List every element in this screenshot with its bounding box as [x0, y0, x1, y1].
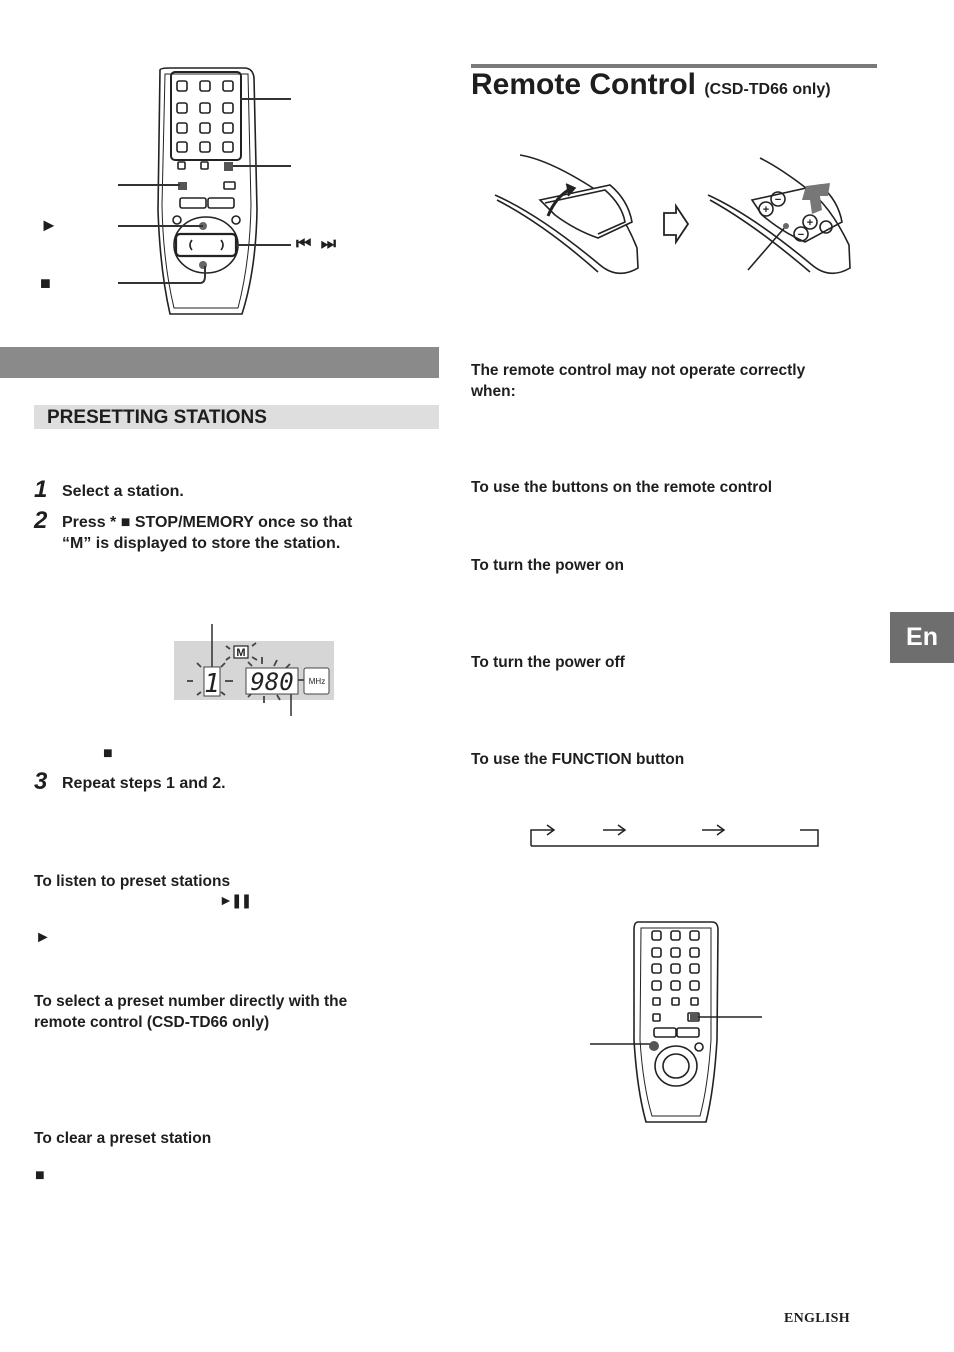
section-header-bar — [0, 347, 439, 378]
language-tab: En — [890, 612, 954, 663]
play-pause-symbol: ►❚❚ — [219, 892, 251, 908]
listen-preset-heading: To listen to preset stations — [34, 873, 231, 890]
svg-text:−: − — [797, 229, 805, 241]
play-symbol-top: ► — [40, 215, 58, 235]
page-title-main: Remote Control — [471, 68, 696, 101]
step-1-text: Select a station. — [62, 483, 184, 500]
step-2-line1: Press * ■ STOP/MEMORY once so that — [62, 514, 353, 531]
stop-symbol-clear: ■ — [35, 1167, 45, 1184]
lcd-display — [174, 624, 340, 716]
page-title-note: (CSD-TD66 only) — [704, 81, 831, 98]
section-title: PRESETTING STATIONS — [47, 407, 267, 428]
step-1-number: 1 — [34, 476, 48, 503]
step-3-text: Repeat steps 1 and 2. — [62, 775, 226, 792]
svg-text:+: + — [762, 204, 770, 216]
clear-preset-heading: To clear a preset station — [34, 1130, 212, 1147]
remote-diagram-bottom — [585, 915, 765, 1130]
use-buttons-heading: To use the buttons on the remote control — [471, 479, 773, 496]
play-symbol-listen: ► — [35, 929, 51, 946]
page-title — [471, 68, 831, 107]
stop-symbol-top: ■ — [40, 273, 51, 293]
lcd-preset-digit: 1 — [204, 669, 220, 699]
select-preset-heading-line1: To select a preset number directly with the — [34, 993, 348, 1010]
stop-symbol-step: ■ — [103, 745, 113, 762]
function-heading: To use the FUNCTION button — [471, 751, 685, 768]
warning-heading-line1: The remote control may not operate correctly — [471, 362, 806, 379]
battery-install-diagram — [490, 150, 855, 285]
footer-language: ENGLISH — [784, 1311, 850, 1326]
skip-symbols: ⏮ ⏭ — [296, 234, 337, 253]
power-off-heading: To turn the power off — [471, 654, 625, 671]
step-2-number: 2 — [34, 507, 48, 534]
select-preset-heading-line2: remote control (CSD-TD66 only) — [34, 1014, 270, 1031]
lcd-frequency: 980 — [250, 668, 294, 696]
remote-diagram-top — [30, 60, 430, 325]
step-2-line2: “M” is displayed to store the station. — [62, 535, 341, 552]
lcd-unit: MHz — [308, 677, 326, 686]
step-3-number: 3 — [34, 768, 48, 795]
svg-text:+: + — [806, 217, 814, 229]
function-cycle-diagram — [525, 818, 825, 852]
svg-text:−: − — [774, 194, 782, 206]
lcd-indicator: M — [236, 647, 246, 659]
power-on-heading: To turn the power on — [471, 557, 624, 574]
warning-heading-line2: when: — [471, 383, 516, 400]
